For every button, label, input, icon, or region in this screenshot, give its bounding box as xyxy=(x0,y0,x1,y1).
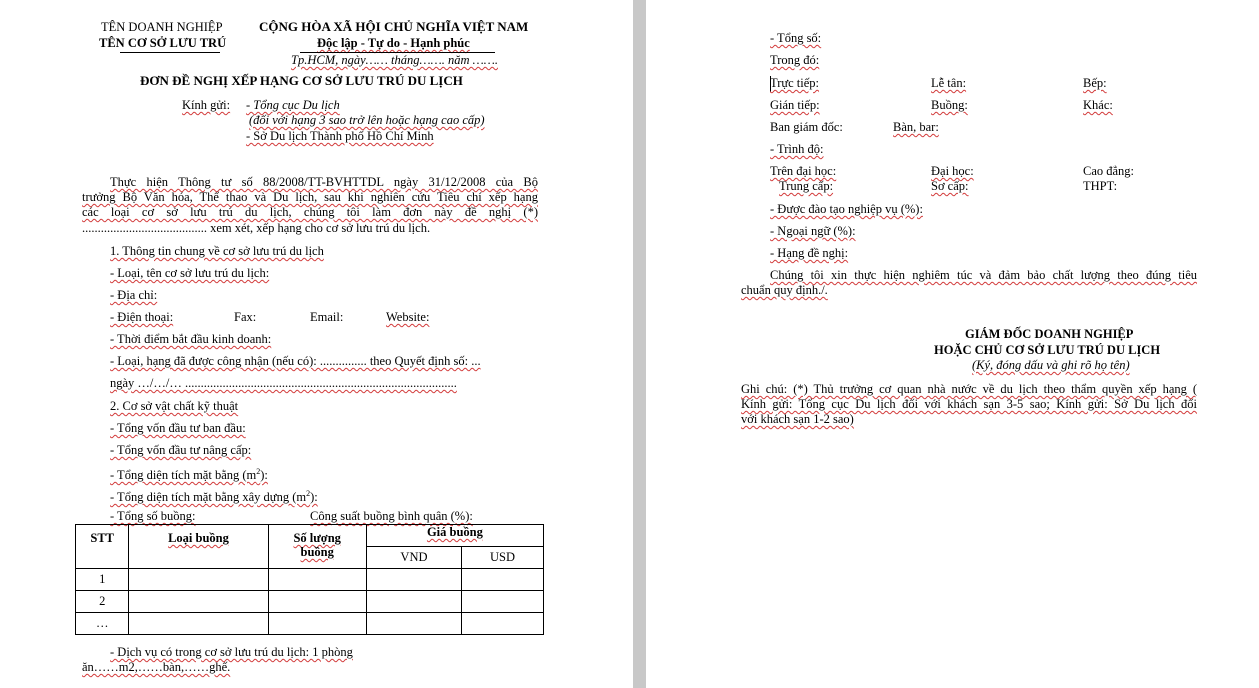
section-2-title: 2. Cơ sở vật chất kỹ thuật xyxy=(110,399,239,413)
cell[interactable] xyxy=(268,613,366,635)
field-start-date: - Thời điểm bắt đầu kinh doanh: xyxy=(110,332,272,346)
sign-title-1: GIÁM ĐỐC DOANH NGHIỆP xyxy=(965,327,1134,341)
staff-among: Trong đó: xyxy=(770,53,820,67)
sign-title-2: HOẶC CHỦ CƠ SỞ LƯU TRÚ DU LỊCH xyxy=(934,343,1161,357)
edu-postgrad: Trên đại học: xyxy=(770,164,837,178)
note-line-2: Kính gửi: Tổng cục Du lịch đối với khách sạn 3-5 sao; Kính gửi: Sở Du lịch đối xyxy=(741,397,1197,411)
field-room-capacity: Công suất buồng bình quân (%): xyxy=(310,509,473,523)
intro-line-3: các loại cơ sở lưu trú du lịch, chúng tôi làm đơn này đề nghị (*) xyxy=(82,205,538,219)
staff-bar: Bàn, bar: xyxy=(893,120,939,134)
cell[interactable] xyxy=(129,613,268,635)
sign-note: (Ký, đóng dấu và ghi rõ họ tên) xyxy=(972,358,1130,372)
row-stt: 1 xyxy=(76,569,129,591)
staff-education: - Trình độ: xyxy=(770,142,824,156)
col-room-type: Loại buồng xyxy=(129,525,268,569)
field-website: Website: xyxy=(386,310,430,324)
table-row[interactable] xyxy=(76,591,544,613)
intro-line-2: trưởng Bộ Văn hóa, Thể thao và Du lịch, sau khi nghiên cứu Tiêu chí xếp hạng xyxy=(82,190,538,204)
table-row[interactable] xyxy=(76,613,544,635)
staff-reception: Lễ tân: xyxy=(931,76,967,90)
recipient-1-note: (đối với hạng 3 sao trở lên hoặc hạng cao cấp) xyxy=(249,113,485,127)
edu-college: Cao đẳng: xyxy=(1083,164,1135,178)
commit-line-1: Chúng tôi xin thực hiện nghiêm túc và đảm bảo chất lượng theo đúng tiêu xyxy=(770,268,1197,282)
page-gutter xyxy=(633,0,646,688)
cell[interactable] xyxy=(129,591,268,613)
cell[interactable] xyxy=(366,591,461,613)
cell[interactable] xyxy=(462,591,544,613)
org-unit: TÊN CƠ SỞ LƯU TRÚ xyxy=(99,36,227,50)
edu-elementary: Sơ cấp: xyxy=(931,179,969,193)
note-line-1: Ghi chú: (*) Thủ trưởng cơ quan nhà nước về du lịch theo thẩm quyền xếp hạng ( xyxy=(741,382,1197,396)
col-room-price: Giá buồng xyxy=(366,525,543,547)
field-phone: - Điện thoại: xyxy=(110,310,174,324)
field-decision-date: ngày …/…/… ....................................................................................... xyxy=(110,376,457,390)
commit-line-2: chuẩn quy định./. xyxy=(741,283,828,297)
field-recognized-rank: - Loại, hạng đã được công nhận (nếu có): ............... theo Quyết định số: ... xyxy=(110,354,481,368)
staff-trained: - Được đào tạo nghiệp vụ (%): xyxy=(770,202,923,216)
field-address: - Địa chỉ: xyxy=(110,288,158,302)
row-stt: … xyxy=(76,613,129,635)
cell[interactable] xyxy=(268,569,366,591)
field-email: Email: xyxy=(310,310,344,324)
staff-rooms: Buồng: xyxy=(931,98,968,112)
cell[interactable] xyxy=(268,591,366,613)
edu-intermediate: Trung cấp: xyxy=(779,179,834,193)
section-1-title: 1. Thông tin chung về cơ sở lưu trú du lịch xyxy=(110,244,324,258)
staff-indirect: Gián tiếp: xyxy=(770,98,820,112)
staff-kitchen: Bếp: xyxy=(1083,76,1107,90)
staff-management: Ban giám đốc: xyxy=(770,120,843,134)
cell[interactable] xyxy=(129,569,268,591)
staff-direct: Trực tiếp: xyxy=(770,76,820,90)
field-fax: Fax: xyxy=(234,310,257,324)
field-total-rooms: - Tổng số buồng: xyxy=(110,509,196,523)
field-area: - Tổng diện tích mặt bằng $(m^2)$: xyxy=(110,467,268,483)
field-services-1: - Dịch vụ có trong cơ sở lưu trú du lịch: 1 phòng xyxy=(110,645,353,659)
requested-rank: - Hạng đề nghị: xyxy=(770,246,849,260)
org-name: TÊN DOANH NGHIỆP xyxy=(101,20,223,34)
field-capital-upgrade: - Tổng vốn đầu tư nâng cấp: xyxy=(110,443,252,457)
field-capital-initial: - Tổng vốn đầu tư ban đầu: xyxy=(110,421,246,435)
intro-line-4: ........................................ xem xét, xếp hạng cho cơ sở lưu trú du lịch. xyxy=(82,221,431,235)
place-date: Tp.HCM, ngày…… tháng……. năm ……. xyxy=(291,53,498,67)
country-header: CỘNG HÒA XÃ HỘI CHỦ NGHĨA VIỆT NAM xyxy=(259,20,529,34)
recipient-1: - Tổng cục Du lịch xyxy=(246,98,340,112)
intro-line-1: Thực hiện Thông tư số 88/2008/TT-BVHTTDL ngày 31/12/2008 của Bộ xyxy=(110,175,538,189)
kinh-gui-label: Kính gửi: xyxy=(182,98,231,112)
col-stt: STT xyxy=(76,525,129,569)
recipient-2: - Sở Du lịch Thành phố Hồ Chí Minh xyxy=(246,129,434,143)
staff-foreign-lang: - Ngoại ngữ (%): xyxy=(770,224,856,238)
row-stt: 2 xyxy=(76,591,129,613)
cell[interactable] xyxy=(462,569,544,591)
table-row[interactable] xyxy=(76,569,544,591)
col-room-qty: Số lượng buồng xyxy=(268,525,366,569)
edu-highschool: THPT: xyxy=(1083,179,1118,193)
org-underline xyxy=(120,52,220,53)
note-line-3: với khách sạn 1-2 sao) xyxy=(741,412,854,426)
col-vnd: VND xyxy=(366,547,461,569)
staff-other: Khác: xyxy=(1083,98,1113,112)
cell[interactable] xyxy=(366,613,461,635)
motto: Độc lập - Tự do - Hạnh phúc xyxy=(317,36,470,50)
field-type-name: - Loại, tên cơ sở lưu trú du lịch: xyxy=(110,266,270,280)
edu-university: Đại học: xyxy=(931,164,974,178)
room-table[interactable] xyxy=(75,524,544,635)
field-services-2: ăn……m2,……bàn,……ghế. xyxy=(82,660,231,674)
field-area-build: - Tổng diện tích mặt bằng xây dựng $(m^2)$: xyxy=(110,489,318,505)
document-title: ĐƠN ĐỀ NGHỊ XẾP HẠNG CƠ SỞ LƯU TRÚ DU LỊCH xyxy=(140,73,463,88)
col-usd: USD xyxy=(462,547,544,569)
cell[interactable] xyxy=(462,613,544,635)
cell[interactable] xyxy=(366,569,461,591)
staff-total: - Tổng số: xyxy=(770,31,822,45)
